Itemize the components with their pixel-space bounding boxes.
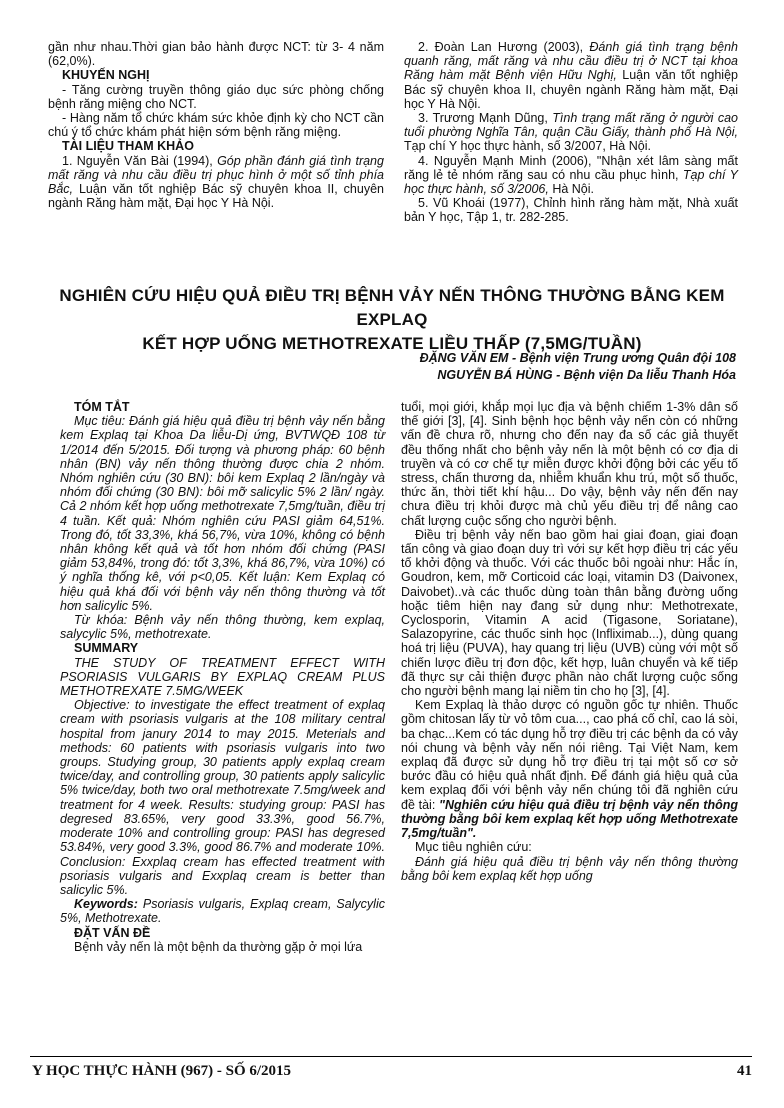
keywords-vi xyxy=(60,613,385,641)
reference-1 xyxy=(48,154,384,211)
reference-source: Luận văn tốt nghiệp Bác sỹ chuyên khoa II, chuyên ngành Răng hàm mặt, Đại học Y Hà Nội. xyxy=(404,68,738,111)
abstract-text: Mục tiêu: Đánh giá hiệu quả điều trị bệnh vảy nến bằng kem Explaq tại Khoa Da liễu-Dị ứng, BVTWQĐ 108 từ 1/2014 đến 5/2015. Đối tượng và phương pháp: 60 bệnh nhân (BN) vảy nến thông thường được chia 2 nhóm. Nhóm nghiên cứu (30 BN): bôi kem Explaq 2 lần/ngày và nhóm đối chứng (30 BN): bôi mỡ salicylic 5% 2 lần/ ngày. Cả 2 nhóm kết hợp uống methotrexate 7,5mg/tuần, điều trị 4 tuần. Kết quả: Nhóm nghiên cứu PASI giảm 64,51%. Trong đó, tốt 33,3%, khá 56,7%, vừa 10%, không có bệnh nhân không kết quả và tốt hơn nhóm đối chứng (PASI giảm 53,84%, trong đó: tốt 3,3%, khá 86,7%, vừa 10%) có ý nghĩa thống kê, với p<0,05. Kết luận: Kem Explaq có hiệu quả khá đối với bệnh vảy nến thông thường và tốt hơn salicylic 5%. xyxy=(60,414,385,613)
article-title xyxy=(40,284,744,356)
keywords-label: Từ khóa: xyxy=(74,613,128,628)
reference-source: Luận văn tốt nghiệp Bác sỹ chuyên khoa II, chuyên ngành Răng hàm mặt, Đại học Y Hà Nội. xyxy=(48,182,384,211)
abstract-heading: TÓM TẮT xyxy=(74,400,130,414)
author-1: ĐẶNG VĂN EM - Bệnh viện Trung ương Quân đội 108 xyxy=(419,351,736,365)
reference-title: Tình trạng mất răng ở người cao tuổi phường Nghĩa Tân, quận Cầu Giấy, thành phố Hà Nội, xyxy=(404,111,738,140)
objective-label: Mục tiêu nghiên cứu: xyxy=(415,840,532,855)
top-right-column xyxy=(404,40,738,225)
top-left-column xyxy=(48,40,384,210)
introduction-paragraph-3 xyxy=(401,698,738,840)
introduction-heading: ĐẶT VẤN ĐỀ xyxy=(74,925,151,940)
objective-text: Đánh giá hiệu quả điều trị bệnh vảy nến thông thường bằng bôi kem explaq kết hợp uống xyxy=(401,854,738,883)
reference-author: 3. Trương Mạnh Dũng, xyxy=(418,111,548,126)
previous-article-continuation: gần như nhau.Thời gian bảo hành được NCT: từ 3- 4 năm (62,0%). xyxy=(48,40,384,69)
introduction-start: Bệnh vảy nến là một bệnh da thường gặp ở mọi lứa xyxy=(74,939,363,954)
keywords-en xyxy=(60,897,385,925)
reference-title: Tạp chí Y học thực hành, số 3/2006, xyxy=(404,167,738,197)
reference-2 xyxy=(404,40,738,111)
reference-source: Tạp chí Y học thực hành, số 3/2007, Hà Nội. xyxy=(404,139,651,154)
reference-source: Hà Nội. xyxy=(552,182,595,197)
paragraph-text: Kem Explaq là thảo dược có nguồn gốc tự nhiên. Thuốc gồm chitosan lấy từ vỏ tôm cua..., cao phá cố chỉ, cao lá sòi, ba chạc...Kem có tác dụng hỗ trợ điều trị các bệnh da có vảy nói chung và bệnh vảy nến nói riêng. Tại Việt Nam, kem explaq đã được sử dụng hỗ trợ điều trị tại một số cơ sở bước đầu có hiệu quả nhất định. Để đánh giá hiệu quả của kem explaq đối với bệnh vảy nến chúng tôi đã nghiên cứu đề tài: xyxy=(401,698,738,812)
article-title-line-1: NGHIÊN CỨU HIỆU QUẢ ĐIỀU TRỊ BỆNH VẢY NẾN THÔNG THƯỜNG BẰNG KEM EXPLAQ xyxy=(59,286,725,329)
keywords-text: Bệnh vảy nến thông thường, kem explaq, salycylic 5%, methotrexate. xyxy=(60,613,385,642)
reference-4 xyxy=(404,154,738,197)
author-2: NGUYỄN BÁ HÙNG - Bệnh viện Da liễu Thanh Hóa xyxy=(437,368,736,382)
keywords-en-label: Keywords: xyxy=(74,897,138,912)
summary-title: THE STUDY OF TREATMENT EFFECT WITH PSORIASIS VULGARIS BY EXPLAQ CREAM PLUS METHOTREXATE 7.5MG/WEEK xyxy=(60,655,385,699)
reference-5: 5. Vũ Khoái (1977), Chỉnh hình răng hàm mặt, Nhà xuất bản Y học, Tập 1, tr. 282-285. xyxy=(404,196,738,225)
reference-author: 4. Nguyễn Mạnh Minh (2006), "Nhận xét lâm sàng mất răng lẻ tẻ nhóm răng sau có nhu cầu phục hình, xyxy=(404,153,738,182)
body-right-column xyxy=(401,400,738,883)
research-topic: "Nghiên cứu hiệu quả điều trị bệnh vảy nến thông thường bằng bôi kem explaq kết hợp uống Methotrexate 7,5mg/tuần". xyxy=(401,797,738,841)
reference-author: 2. Đoàn Lan Hương (2003), xyxy=(418,40,584,54)
references-heading: TÀI LIỆU THAM KHẢO xyxy=(62,139,194,154)
recommendation-item: - Hàng năm tổ chức khám sức khỏe định kỳ cho NCT cần chú ý tổ chức khám phát hiện sớm bệnh răng miệng. xyxy=(48,111,384,140)
footer-rule xyxy=(30,1056,752,1057)
recommendation-item: - Tăng cường truyền thông giáo dục sức phòng chống bệnh răng miệng cho NCT. xyxy=(48,82,384,111)
article-title-line-2: KẾT HỢP UỐNG METHOTREXATE LIỀU THẤP (7,5MG/TUẦN) xyxy=(142,334,642,353)
journal-footer: Y HỌC THỰC HÀNH (967) - SỐ 6/2015 xyxy=(32,1063,292,1079)
reference-title: Đánh giá tình trạng bệnh quanh răng, mất răng và nhu cầu điều trị ở NCT tại khoa Răng hàm mặt Bệnh viện Hữu Nghị, xyxy=(404,40,738,83)
recommendations-heading: KHUYẾN NGHỊ xyxy=(62,68,150,83)
introduction-paragraph-2: Điều trị bệnh vảy nến bao gồm hai giai đoạn, giai đoạn tấn công và giao đoạn duy trì với sự kết hợp điều trị các yếu tố khởi động và thuốc. Với các thuốc bôi ngoài như: Hắc ín, Goudron, kem, mỡ Corticoid các loại, vitamin D3 (Daivonex, Daivobet)..và các thuốc dùng toàn thân bằng đường uống hoặc tiêm hiện nay đang sử dụng như: Methotrexate, Cyclosporin, Vitamin A acid (Tigasone, Soriatane), Salazopyrine, các thuốc sinh học (Infliximab...), dùng quang hoá trị liệu (PUVA), hay quang trị liệu (UVB) cùng với một số chiến lược điều trị đơn độc, kết hợp, luân chuyển và kế tiếp đã thực sự cải thiện được phần nào chất lượng cuộc sống cho người bệnh mang lại niềm tin cho họ [3], [4]. xyxy=(401,527,738,699)
body-left-column xyxy=(60,400,385,954)
summary-heading: SUMMARY xyxy=(74,641,139,656)
page-number: 41 xyxy=(737,1063,752,1079)
keywords-en-text: Psoriasis vulgaris, Explaq cream, Salycylic 5%, Methotrexate. xyxy=(60,897,385,926)
reference-3 xyxy=(404,111,738,154)
summary-text: Objective: to investigate the effect treatment of explaq cream with psoriasis vulgaris at the 108 military central hospital from janury 2014 to may 2015. Meterials and methods: 60 patients with psoriasis vulgaris into two groups. Studying group, 30 patients apply explaq cream twice/day, and controlling group, 30 patients apply salicylic 5% twice/day, both two oral methotrexate 7.5mg/week and treatment for 4 week. Results: studying group: PASI has degresed 83.65%, very good 33.3%, good 56.7%, moderate 10% and controlling group: PASI has degresed 53.84%, very good 3.3%, good 86.7% and moderate 10%. Conclusion: Exxplaq cream has effected treatment with psoriasis vulgaris and Exxplaq cream is better than salicylic 5%. xyxy=(60,698,385,897)
reference-author: 1. Nguyễn Văn Bài (1994), xyxy=(62,153,213,168)
introduction-paragraph-1: tuổi, mọi giới, khắp mọi lục địa và bệnh chiếm 1-3% dân số thế giới [3], [4]. Sinh bệnh học bệnh vảy nến còn có những vấn đề chưa rõ, nhưng cho đến nay đa số các giả thuyết đều thống nhất cho bệnh vảy nến là một bệnh có cơ địa di truyền và có cơ chế tự miễn được khởi động bởi các yếu tố stress, chấn thương da, nhiễm khuẩn khu trú, một số thuốc, thức ăn, thời tiết khí hậu... Do vậy, bệnh vảy nến đến nay chưa điều trị khỏi được mà chủ yếu điều trị để nâng cao chất lượng cuộc sống cho người bệnh. xyxy=(401,400,738,528)
authors xyxy=(420,350,736,384)
reference-title: Góp phần đánh giá tình trạng mất răng và nhu cầu điều trị phục hình ở một số tỉnh phía Bắc, xyxy=(48,153,384,197)
